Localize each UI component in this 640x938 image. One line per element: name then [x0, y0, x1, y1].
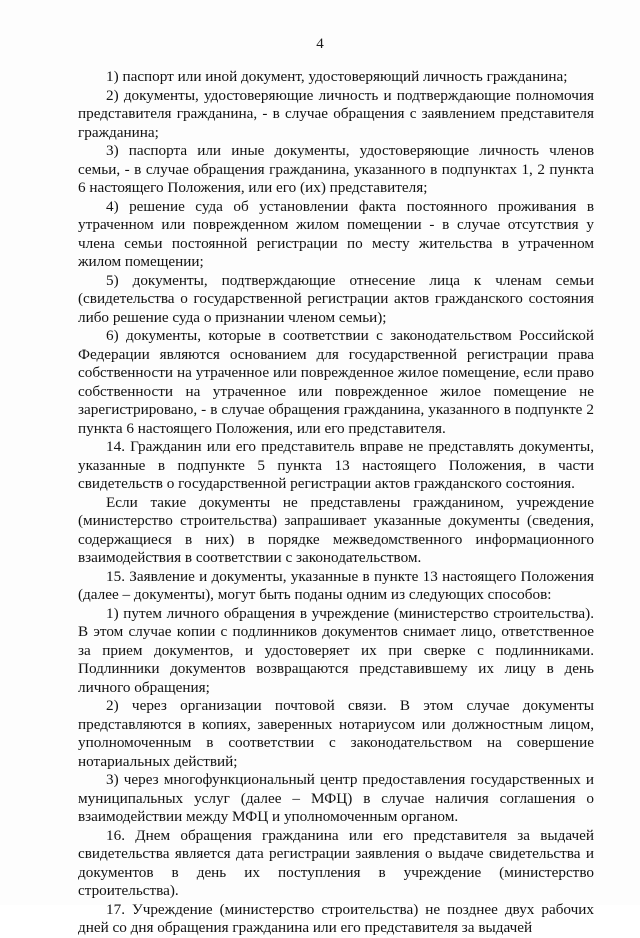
paragraph-item-2-representative-docs: 2) документы, удостоверяющие личность и подтверждающие полномочия представителя гражданина, - в случае обращения с заявлением представителя гражданина;	[78, 86, 594, 141]
paragraph-clause-14: 14. Гражданин или его представитель вправе не представлять документы, указанные в подпункте 5 пункта 13 настоящего Положения, в части свидетельств о государственной регистрации актов гражданского состояния.	[78, 438, 594, 492]
paragraph-clause-15: 15. Заявление и документы, указанные в пункте 13 настоящего Положения (далее – документы), могут быть поданы одним из следующих способов:	[78, 567, 594, 603]
paragraph-item-1-passport: 1) паспорт или иной документ, удостоверяющий личность гражданина;	[106, 68, 568, 85]
page-number: 4	[316, 36, 324, 52]
paragraph-clause-14-continued: Если такие документы не представлены гражданином, учреждение (министерство строительства) запрашивает указанные документы (сведения, содержащиеся в них) в порядке межведомственного информационного взаимодействия в соответствии с законодательством.	[78, 493, 594, 566]
paragraph-method-3-mfc: 3) через многофункциональный центр предоставления государственных и муниципальных услуг (далее – МФЦ) в случае наличия соглашения о взаимодействии между МФЦ и уполномоченным органом.	[78, 771, 594, 825]
paragraph-item-6-ownership-docs: 6) документы, которые в соответствии с законодательством Российской Федерации являются основанием для государственной регистрации права собственности на утраченное или поврежденное жилое помещение, если право собственности на утраченное или поврежденное жилое помещение не зарегистрировано, - в случае обращения гражданина, указанного в подпункте 2 пункта 6 настоящего Положения, или его представителя.	[78, 327, 594, 437]
paragraph-clause-17: 17. Учреждение (министерство строительства) не позднее двух рабочих дней со дня обращения гражданина или его представителя за выдачей	[78, 900, 594, 936]
paragraph-clause-16: 16. Днем обращения гражданина или его представителя за выдачей свидетельства является дата регистрации заявления о выдаче свидетельства и документов в день их поступления в учреждение (министерство строительства).	[78, 826, 594, 899]
paragraph-item-5-family-membership: 5) документы, подтверждающие отнесение лица к членам семьи (свидетельства о государственной регистрации актов гражданского состояния либо решение суда о признании членом семьи);	[78, 271, 594, 326]
paragraph-item-3-family-docs: 3) паспорта или иные документы, удостоверяющие личность членов семьи, - в случае обращения гражданина, указанного в подпунктах 1, 2 пункта 6 настоящего Положения, или его (их) представителя;	[78, 142, 594, 196]
paragraph-method-2-post: 2) через организации почтовой связи. В этом случае документы представляются в копиях, заверенных нотариусом или должностным лицом, уполномоченным в соответствии с законодательством на совершение нотариальных действий;	[78, 697, 594, 770]
paragraph-item-4-court-decision: 4) решение суда об установлении факта постоянного проживания в утраченном или поврежденном жилом помещении - в случае отсутствия у члена семьи постоянной регистрации по месту жительства в утраченном жилом помещении;	[78, 197, 594, 270]
paragraph-method-1-in-person: 1) путем личного обращения в учреждение (министерство строительства). В этом случае копии с подлинников документов снимает лицо, ответственное за прием документов, и удостоверяет их при сверке с подлинниками. Подлинники документов возвращаются представившему их лицу в день личного обращения;	[78, 604, 594, 696]
document-body	[78, 68, 594, 938]
